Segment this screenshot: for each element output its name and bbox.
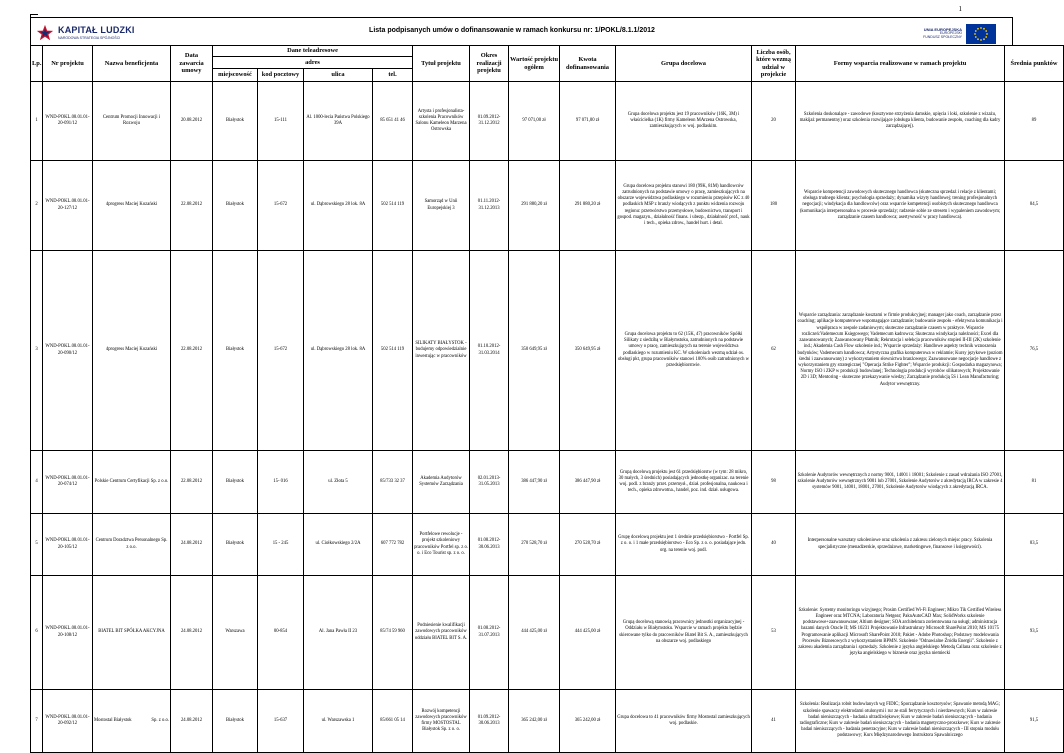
cell-title: SILIKATY BIAŁYSTOK - budujemy odpowiedzialnie inwestując w pracowników	[413, 251, 470, 451]
table-row	[31, 451, 1064, 514]
eu-logo	[923, 24, 996, 44]
cell-postal: 15- 016	[258, 451, 304, 514]
cell-postal: 15-672	[258, 161, 304, 251]
cell-postal: 00-854	[258, 576, 304, 690]
table-header-row	[31, 46, 1064, 57]
cell-score: 89	[1005, 82, 1064, 161]
logo-subtitle: NARODOWA STRATEGIA SPÓJNOŚCI	[58, 35, 121, 40]
cell-lp: 6	[31, 576, 43, 690]
cell-phone: 502 514 119	[373, 161, 413, 251]
cell-street: ul. Dąbrowskiego 28 lok. 8A	[304, 161, 373, 251]
page-number: 1	[958, 5, 962, 13]
cell-lp: 3	[31, 251, 43, 451]
cell-period: 01.09.2012-30.06.2013	[470, 690, 509, 753]
cell-participants: 180	[752, 161, 796, 251]
col-header-value: Wartość projektu ogółem	[509, 46, 560, 82]
eu-logo-title: UNIA EUROPEJSKA	[923, 26, 962, 32]
col-header-date: Data zawarcia umowy	[171, 46, 213, 82]
cell-date: 20.08.2012	[171, 82, 213, 161]
cell-project-no: WND-POKL.08.01.01-20-127/12	[43, 161, 93, 251]
cell-city: Białystok	[213, 251, 258, 451]
cell-period: 01.08.2012-31.07.2013	[470, 576, 509, 690]
beneficiary-suffix: Sp. z o.o.	[151, 717, 169, 723]
cell-support: Wsparcie zarządzania: zarządzanie kosztami w firmie produkcyjnej; manager jako coach, zarządzanie przez coaching; aplikacje komputerowe wspomagające zarządzanie; budowanie zespołu - efektywna komunikacja i współpraca w zespole zadaniowym; skuteczne zarządzanie czasem w praktyce. Wsparcie rozliczeń:Vademecum Księgowego; Vademecum kadrowca; Skuteczna windykacja należności; Excel dla zaawansowanych; Zaawansowany Płatnik; Rekrutacja i selekcja pracowników stopień II-III (2K) szkolenie ind.; Akademia Cash Flow szkolenie ind.; Wsparcie sprzedaży: Handlowe aspekty technik wznoszenia budynków; Vademecum handlowca; Artystyczna grafika komputerowa w reklamie; Kursy językowe (poziom średni i zaawansowany) z wykorzystaniem słownictwa branżowego; Zaawansowane negocjacje handlowe z wykorzystaniem gry strategicznej "Operacja Strike Fighter"; Wsparcie produkcji: Gospodarka magazynowa; Normy ISO i ZKP w produkcji budowlanej; Technologia produkcji wyrobów silikatowych; Projektowanie 2D i 3D; Mentoring - skuteczne przekazywanie wiedzy; Zarządzanie produkcją 5S i Lean Manufacturing; Audytor wewnętrzny.	[796, 251, 1005, 451]
cell-support: Interpersonalne warsztaty szkoleniowe oraz szkolenia z zakresu zielonych miejsc pracy. Szkolenia specjalistyczne (menadżerskie, sprzedażowe, marketingowe, finansowe i księgowości).	[796, 514, 1005, 576]
col-header-title: Tytuł projektu	[413, 46, 470, 82]
cell-score: 91,5	[1005, 690, 1064, 753]
cell-city: Białystok	[213, 82, 258, 161]
cell-project-no: WND-POKL.08.01.01-20-105/12	[43, 514, 93, 576]
cell-target: Grupa docelowa projektu stanowi 180 (99K, 81M) handlowców zatrudnionych na podstawie umowy o pracę, zamieszkujących na obszarze województwa podlaskiego w rozumieniu przepisów KC z 40 podlaskich MSP z branży wiodących z punktu widzenia rozwoju regionu: przetwórstwo przemysłowe, budownictwo, transport i gospod. magazyn., działalność finans. i ubezp., działalność prof., nauk i tech., opieka zdrow., handel hurt. i detal.	[616, 161, 752, 251]
cell-score: 84,5	[1005, 161, 1064, 251]
col-header-participants: Liczba osób, które wezmą udział w projekcie	[752, 46, 796, 82]
cell-postal: 15-672	[258, 251, 304, 451]
cell-date: 24.08.2012	[171, 514, 213, 576]
cell-value: 386 447,90 zł	[509, 451, 560, 514]
crop-mark	[30, 14, 38, 15]
cell-participants: 20	[752, 82, 796, 161]
cell-postal: 15-637	[258, 690, 304, 753]
cell-support: Szkolenie: Systemy monitoringu wizyjnego; Prosim Certified Wi-Fi Engineer; Mikro Tik Certified Wireless Engineer oraz MTCNA; Laboratoria Netgear; PaknAutoCAD Max; SolidWorks szkolenie podstawowe+zaawansowane; Altium designer; SOA architektura zorientowana na usługi; administracja bazami danych Oracle II; MS 10231 Projektowanie Infrastruktury Microsoft SharePoint 2010; MS 10175 Programowanie aplikacji Microsoft SharePoint 2010; Pakiet - Adobe Photoshop; Podstawy modelowania Procesów Biznesowych z wykorzystaniem BPMN. Szkolenie "Odnawialne Źródła Energii". Szkolenie z zakresu akademia zarządzania i sprzedaży. Szkolenie z języka angielskiego Metodą Callana oraz szkolenie z języka angielskiego w biznesie oraz języka niemiecki	[796, 576, 1005, 690]
cell-target: Grupę docelową projektu jest 1 średnie przedsiębiorstwo - Portfel Sp. z o. o. i 1 małe przedsiębiorstwo - Eco Sp. z o. o. posiadające jedn. org. na terenie woj. podl.	[616, 514, 752, 576]
cell-title: Rozwój kompetencji zawodowych pracowników firmy MOSTOSTAL Białystok Sp. z o. o.	[413, 690, 470, 753]
cell-title: Akademia Audytorów Systemów Zarządzania	[413, 451, 470, 514]
cell-period: 01.11.2012-31.12.2013	[470, 161, 509, 251]
col-header-funding: Kwota dofinansowania	[560, 46, 616, 82]
cell-phone: 85 651 41 46	[373, 82, 413, 161]
cell-participants: 98	[752, 451, 796, 514]
cell-street: ul. Warszawska 1	[304, 690, 373, 753]
table-row	[31, 82, 1064, 161]
cell-date: 24.08.2012	[171, 576, 213, 690]
cell-title: Podniesienie kwalifikacji zawodowych pracowników oddziału BIATEL BIT S. A.	[413, 576, 470, 690]
cell-funding: 386 447,90 zł	[560, 451, 616, 514]
cell-participants: 53	[752, 576, 796, 690]
cell-project-no: WND-POKL.08.01.01-20-091/12	[43, 82, 93, 161]
cell-phone: 85/74 59 960	[373, 576, 413, 690]
cell-city: Białystok	[213, 690, 258, 753]
cell-title: Samorząd w Unii Europejskiej 3	[413, 161, 470, 251]
cell-support: Szkolenie Audytorów wewnętrznych z normy 9001, 14001 i 18001; Szkolenie z zasad wdrażania ISO 27001, szkolenie Audytorów wewnętrznych 9001 lub 27001, Szkolenie Audytorów z akredytacją IRCA w zakresie 4 systemów 9001, 14001, 18001, 27001, Szkolenie Audytorów wiodących z akredytacją IRCA.	[796, 451, 1005, 514]
cell-period: 01.09.2012-31.12.2012	[470, 82, 509, 161]
cell-postal: 15-111	[258, 82, 304, 161]
cell-funding: 444 425,00 zł	[560, 576, 616, 690]
col-header-postal: kod pocztowy	[258, 69, 304, 82]
eu-logo-line2: FUNDUSZ SPOŁECZNY	[923, 35, 962, 40]
cell-value: 97 071,00 zł	[509, 82, 560, 161]
cell-score: 76,5	[1005, 251, 1064, 451]
cell-street: ul. Dąbrowskiego 28 lok. 8A	[304, 251, 373, 451]
col-header-score: Średnia punktów	[1005, 46, 1064, 82]
cell-period: 02.01.2013-31.05.2013	[470, 451, 509, 514]
cell-value: 291 880,20 zł	[509, 161, 560, 251]
eu-flag-icon	[966, 24, 996, 44]
cell-funding: 291 880,20 zł	[560, 161, 616, 251]
col-header-beneficiary: Nazwa beneficjenta	[93, 46, 171, 82]
eu-logo-line1: EUROPEJSKI	[939, 31, 962, 36]
cell-support: Szkolenia doskonalące - zawodowe (kosztywne strzyżenia damskie, upięcia i loki, szkolenie z wizażu, makijaż permanentny) oraz szkolenia rozwijające (obsługa klienta, budowanie zespołu, coaching dla kadry zarządzającej).	[796, 82, 1005, 161]
cell-lp: 1	[31, 82, 43, 161]
cell-project-no: WND-POKL.08.01.01-20-090/12	[43, 251, 93, 451]
cell-period: 01.10.2012-31.03.2014	[470, 251, 509, 451]
cell-street: Al. 1000-lecia Państwa Polskiego 39A	[304, 82, 373, 161]
cell-funding: 270 528,70 zł	[560, 514, 616, 576]
cell-title: Portfelowe rewolucje - projekt szkoleniowy pracowników Portfel sp. z o. o. i Eco Tourist sp. z o. o.	[413, 514, 470, 576]
cell-city: Białystok	[213, 161, 258, 251]
table-row	[31, 690, 1064, 753]
cell-support: Wsparcie kompetencji zawodowych skutecznego handlowca (skuteczna sprzedaż i relacje z klientami; obsługa trudnego klienta; psychologia sprzedaży; dynamika wizyty handlowej; trening profesjonalnych negocjacji; windykacja dla handlowców) oraz wsparcie kompetencji osobistych skutecznego handlowca (komunikacja interpersonalna w procesie sprzedaży; radzenie sobie ze stresem i wypaleniem zawodowym; zarządzanie czasem handlowca; asertywność w pracy handlowca).	[796, 161, 1005, 251]
cell-score: 83,5	[1005, 514, 1064, 576]
col-header-support: Formy wsparcia realizowane w ramach projektu	[796, 46, 1005, 82]
col-header-lp: Lp.	[31, 46, 43, 82]
cell-date: 24.08.2012	[171, 690, 213, 753]
cell-lp: 7	[31, 690, 43, 753]
cell-participants: 62	[752, 251, 796, 451]
cell-participants: 41	[752, 690, 796, 753]
cell-city: Białystok	[213, 451, 258, 514]
col-header-address: adres	[213, 57, 413, 69]
cell-lp: 4	[31, 451, 43, 514]
cell-lp: 2	[31, 161, 43, 251]
cell-support: Szkolenia: Realizacja robót budowlanych wg FIDIC; Sporządzanie kosztorysów; Spawanie metodą MAG; szkolenie spawaczy elektrodami otulonymi i rur ze stali ferrytycznych i nierdzewnych; Kurs w zakresie badań nieniszczących - badania ultradźwiękowe; Kurs w zakresie badań nieniszczących - badania radiograficzne; Kurs w zakresie badań nieniszczących - badania magnetyczno-proszkowe; Kurs w zakresie badań nieniszczących - badania penetracyjne; Kurs w zakresie badań nieniszczących - III stopnia modułu podstawowy; Kurs Międzynarodowego Instruktora Spawalniczego	[796, 690, 1005, 753]
cell-period: 01.08.2012-30.06.2013	[470, 514, 509, 576]
cell-street: ul. Ciołkowskiego 2/2A	[304, 514, 373, 576]
table-row	[31, 514, 1064, 576]
cell-beneficiary: Centrum Doradztwa Personalnego Sp. z o.o.	[93, 514, 171, 576]
cell-score: 93,5	[1005, 576, 1064, 690]
cell-participants: 40	[752, 514, 796, 576]
cell-beneficiary: 4progress Maciej Kozański	[93, 161, 171, 251]
cell-target: Grupą docelową projektu jest 61 przedsiębiorstw (w tym: 28 mikro, 30 małych, 3 średnich) posiadających jednostkę organizac. na terenie woj. podl. z branży przet. przemysł., dział. profesjonalna, naukowa i tech., opieka zdrowotna., handel, poz. ind. dział. usługowa.	[616, 451, 752, 514]
cell-phone: 85/733 32 37	[373, 451, 413, 514]
col-header-target: Grupa docelowa	[616, 46, 752, 82]
cell-target: Grupa docelowa projektu jest 19 pracowników (16K, 3M) i właścicielka (1K) firmy Kameleon MArzena Ostrowska, zamieszkujących w woj. podlaskim.	[616, 82, 752, 161]
cell-funding: 350 649,95 zł	[560, 251, 616, 451]
cell-target: Grupa docelowa to 41 pracowników firmy Mostostal zamieszkujących woj. podlaskie.	[616, 690, 752, 753]
cell-postal: 15 - 245	[258, 514, 304, 576]
cell-target: Grupą docelową stanowią pracownicy jednostki organizacyjnej - Oddziału w Białymstoku. Wsparcie w ramach projektu będzie skierowane tylko do pracowników Biatel Bit S. A., zamieszkujących na obszarze woj. podlaskiego	[616, 576, 752, 690]
cell-date: 22.08.2012	[171, 451, 213, 514]
cell-date: 22.08.2012	[171, 161, 213, 251]
cell-street: Al. Jana Pawła II 23	[304, 576, 373, 690]
cell-score: 81	[1005, 451, 1064, 514]
cell-phone: 85/661 05 14	[373, 690, 413, 753]
cell-funding: 365 242,00 zł	[560, 690, 616, 753]
col-header-street: ulica	[304, 69, 373, 82]
cell-beneficiary: 4progress Maciej Kozański	[93, 251, 171, 451]
document-title: Lista podpisanych umów o dofinansowanie w ramach konkursu nr: 1/POKL/8.1.1/2012	[369, 27, 655, 34]
cell-beneficiary: Centrum Promocji Innowacji i Rozwoju	[93, 82, 171, 161]
col-header-phone: tel.	[373, 69, 413, 82]
col-header-period: Okres realizacji projektu	[470, 46, 509, 82]
cell-title: Artysta i profesjonalista-szkolenia Pracowników Salonu Kameleon Marzena Ostrowska	[413, 82, 470, 161]
cell-value: 365 242,00 zł	[509, 690, 560, 753]
cell-street: ul. Złota 5	[304, 451, 373, 514]
cell-city: Białystok	[213, 514, 258, 576]
contracts-table	[30, 45, 1064, 753]
cell-value: 350 649,95 zł	[509, 251, 560, 451]
cell-project-no: WND-POKL.08.01.01-20-092/12	[43, 690, 93, 753]
cell-project-no: WND-POKL.08.01.01-20-108/12	[43, 576, 93, 690]
cell-phone: 607 772 782	[373, 514, 413, 576]
table-row	[31, 161, 1064, 251]
cell-lp: 5	[31, 514, 43, 576]
cell-date: 22.08.2012	[171, 251, 213, 451]
cell-beneficiary: BIATEL BIT SPÓŁKA AKCYJNA	[93, 576, 171, 690]
logo-title: KAPITAŁ LUDZKI	[58, 24, 135, 35]
cell-funding: 97 071,00 zł	[560, 82, 616, 161]
beneficiary-name: Mostostal Białystok	[94, 717, 132, 723]
col-header-contact: Dane teleadresowe	[213, 46, 413, 57]
cell-beneficiary	[93, 690, 171, 753]
table-row	[31, 576, 1064, 690]
col-header-project-no: Nr projektu	[43, 46, 93, 82]
table-row	[31, 251, 1064, 451]
cell-city: Warszawa	[213, 576, 258, 690]
cell-beneficiary: Polskie Centrum Certyfikacji Sp. z o.o.	[93, 451, 171, 514]
cell-project-no: WND-POKL.08.01.01-20-074/12	[43, 451, 93, 514]
col-header-city: miejscowość	[213, 69, 258, 82]
cell-phone: 502 514 119	[373, 251, 413, 451]
cell-value: 444 425,00 zł	[509, 576, 560, 690]
cell-value: 270 528,70 zł	[509, 514, 560, 576]
cell-target: Grupa docelowa projektu to 62 (15K, 47) pracowników Spółki Silikaty z siedzibą w Białymstoku, zatrudnionych na podstawie umowy o pracę, zamieszkujących na terenie województwa podlaskiego w rozumieniu KC. W szkoleniach wezmą udział os. obsługi pkt, grupa pracowników stanowi 100% osób zatrudnionych w przedsiębiorstwie.	[616, 251, 752, 451]
